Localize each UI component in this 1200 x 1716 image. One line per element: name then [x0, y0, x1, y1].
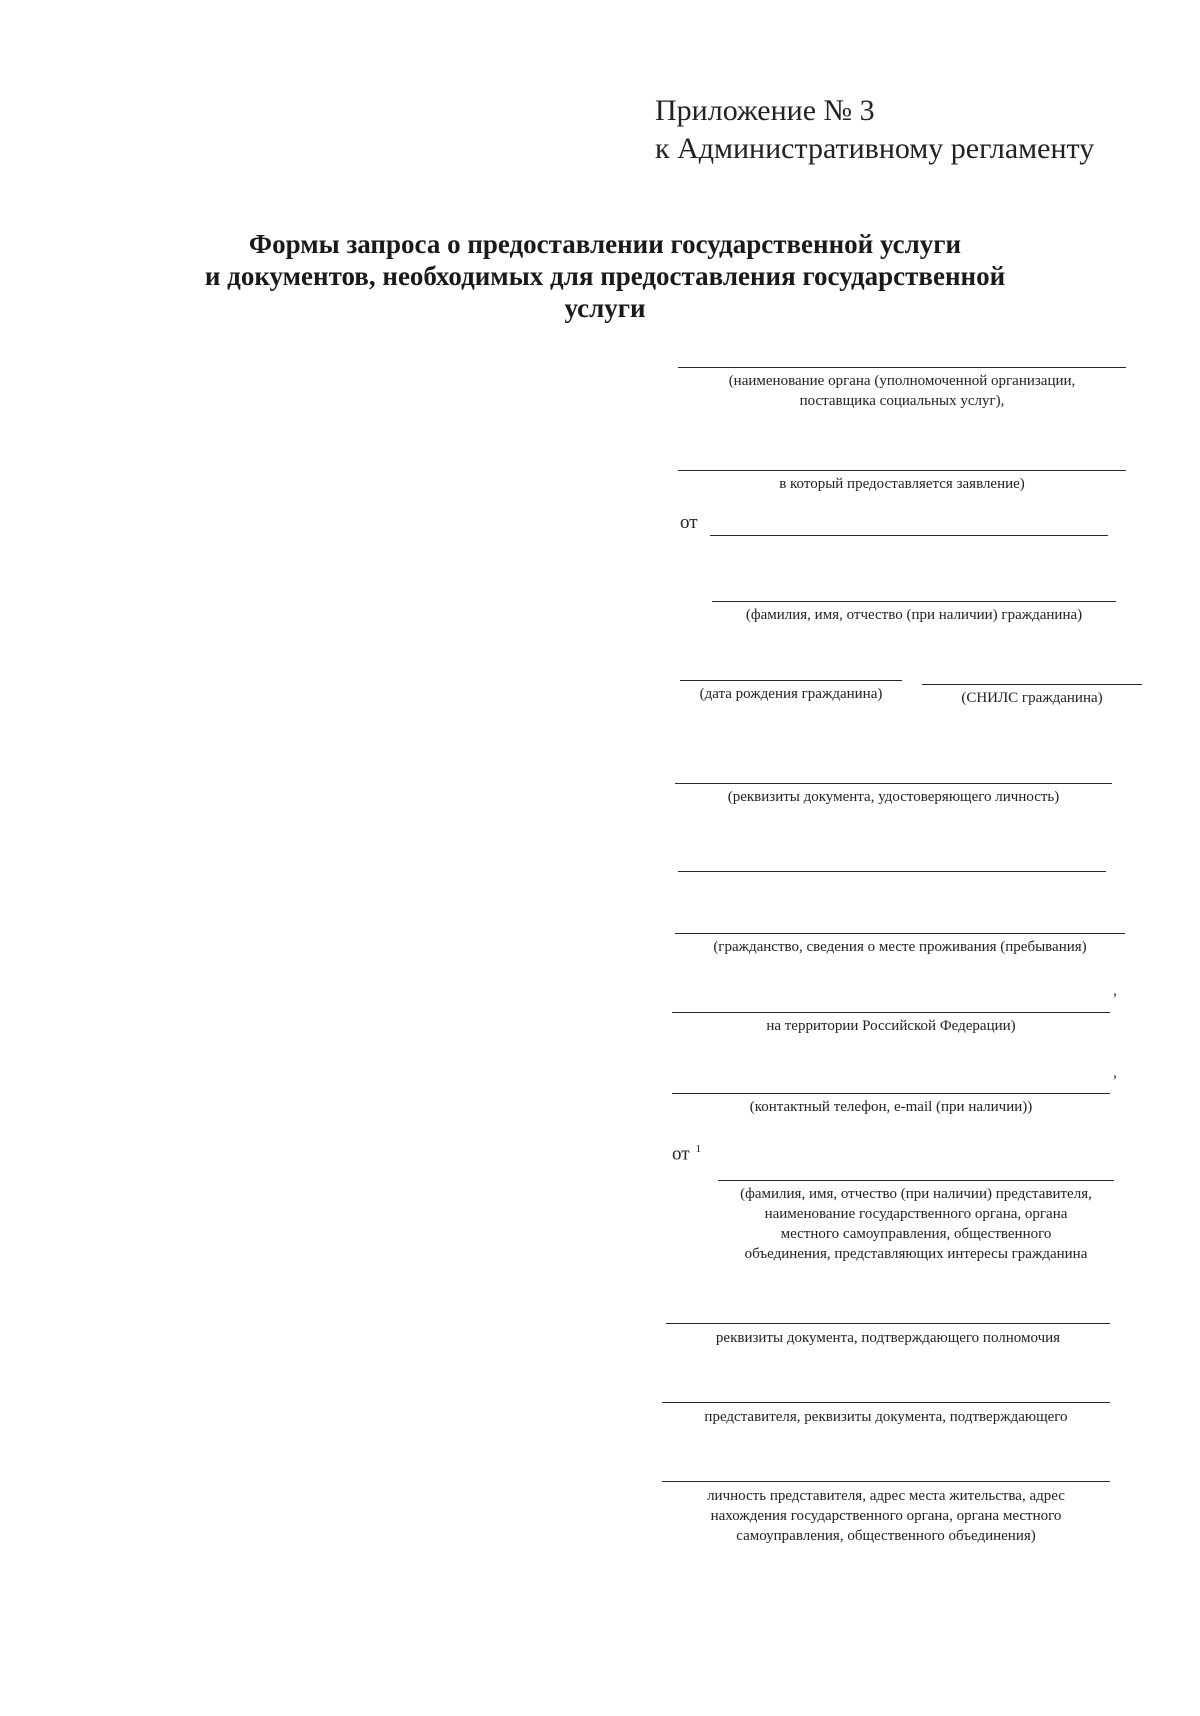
rep-document-line-2[interactable]	[662, 1402, 1110, 1403]
contact-comma: ,	[1113, 1064, 1117, 1081]
residence-comma: ,	[1113, 982, 1117, 999]
organ-caption-2: в который предоставляется заявление)	[779, 476, 1025, 492]
from-line[interactable]	[710, 535, 1108, 536]
citizen-name-line[interactable]	[712, 601, 1116, 602]
appendix-reference: к Административному регламенту	[655, 132, 1095, 165]
organ-caption: (наименование органа (уполномоченной организации, поставщика социальных услуг),	[728, 373, 1076, 409]
residence-caption-2: на территории Российской Федерации)	[766, 1018, 1016, 1034]
title-line-3: услуги	[564, 293, 646, 323]
rep-document-caption-2: представителя, реквизиты документа, подтверждающего	[704, 1409, 1068, 1425]
rep-document-caption-1: реквизиты документа, подтверждающего полномочия	[715, 1330, 1061, 1346]
birth-date-line[interactable]	[680, 680, 902, 681]
id-document-line[interactable]	[675, 783, 1112, 784]
footnote-mark: 1	[695, 1143, 702, 1155]
residence-caption: (гражданство, сведения о месте проживания (пребывания)	[713, 939, 1087, 955]
appendix-header	[655, 92, 1094, 168]
citizen-name-caption: (фамилия, имя, отчество (при наличии) гражданина)	[745, 607, 1083, 623]
organ-name-line-2[interactable]	[678, 470, 1126, 471]
residence-line-2[interactable]	[675, 933, 1125, 934]
snils-line[interactable]	[922, 684, 1142, 685]
contact-caption: (контактный телефон, e-mail (при наличии))	[749, 1099, 1033, 1115]
contact-line[interactable]	[672, 1093, 1110, 1094]
residence-line-3[interactable]	[672, 1012, 1110, 1013]
organ-name-line-1[interactable]	[678, 367, 1126, 368]
rep-document-caption-3: личность представителя, адрес места жительства, адрес нахождения государственного органа, органа местного самоуправления, общественного объединения)	[707, 1488, 1065, 1544]
rep-document-line-3[interactable]	[662, 1481, 1110, 1482]
title-line-2: и документов, необходимых для предоставления государственной	[204, 261, 1006, 291]
title-line-1: Формы запроса о предоставлении государственной услуги	[248, 229, 962, 259]
rep-document-line-1[interactable]	[666, 1323, 1110, 1324]
snils-caption: (СНИЛС гражданина)	[961, 690, 1103, 706]
document-title	[150, 228, 1060, 324]
birth-date-caption: (дата рождения гражданина)	[699, 686, 883, 702]
representative-line[interactable]	[718, 1180, 1114, 1181]
appendix-number: Приложение № 3	[655, 94, 875, 127]
id-document-caption: (реквизиты документа, удостоверяющего личность)	[727, 789, 1060, 805]
from-label: от	[680, 512, 698, 533]
from-label-representative: от $^1$	[672, 1143, 702, 1165]
representative-caption: (фамилия, имя, отчество (при наличии) представителя, наименование государственного органа, органа местного самоуправления, общественного объединения, представляющих интересы гражданина	[740, 1186, 1092, 1262]
residence-line-1[interactable]	[678, 871, 1106, 872]
